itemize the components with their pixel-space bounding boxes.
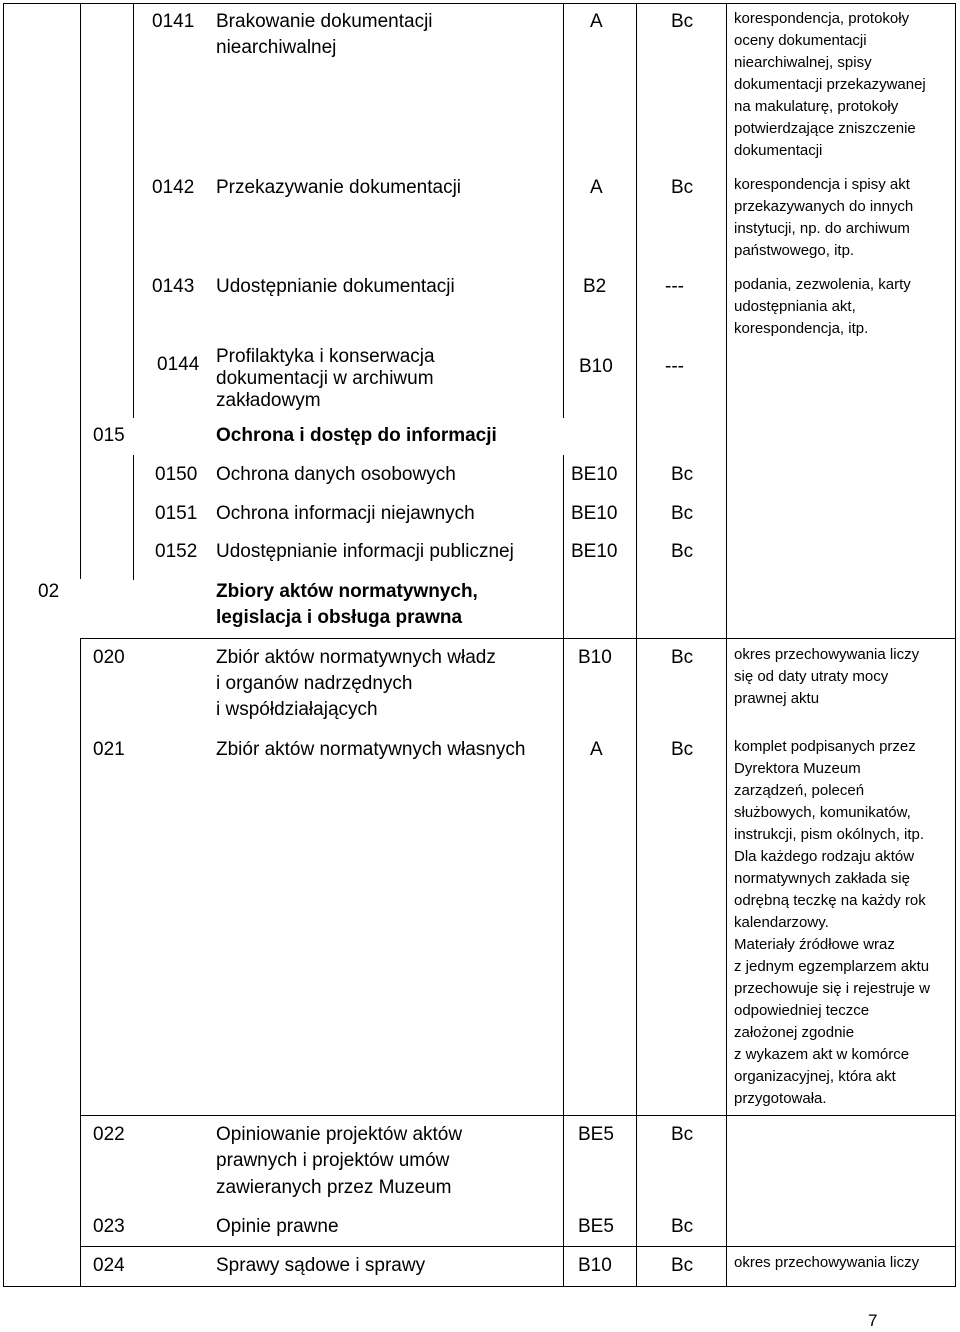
- note-line: się od daty utraty mocy: [734, 668, 889, 685]
- category: A: [590, 739, 603, 760]
- row-code: 022: [93, 1124, 125, 1145]
- note-line: przygotowała.: [734, 1090, 827, 1107]
- row-code: 0142: [152, 177, 195, 198]
- note-line: kalendarzowy.: [734, 914, 829, 931]
- note-line: Dyrektora Muzeum: [734, 760, 861, 777]
- note-line: odrębną teczkę na każdy rok: [734, 892, 926, 909]
- category: BE5: [578, 1124, 614, 1145]
- category-secondary: Bc: [671, 1124, 694, 1145]
- column-rule: [80, 3, 81, 579]
- row-rule: [80, 1246, 956, 1247]
- note-line: okres przechowywania liczy: [734, 1254, 920, 1271]
- note-line: instrukcji, pism okólnych, itp.: [734, 826, 925, 843]
- row-title: Zbiór aktów normatywnych władz: [216, 647, 496, 668]
- row-title: zawieranych przez Muzeum: [216, 1177, 452, 1198]
- category-secondary: Bc: [671, 739, 694, 760]
- column-rule: [133, 3, 134, 418]
- note-line: komplet podpisanych przez: [734, 738, 916, 755]
- row-title: Profilaktyka i konserwacja: [216, 346, 435, 367]
- category: A: [590, 177, 603, 198]
- row-title: zakładowym: [216, 390, 321, 411]
- row-title: dokumentacji w archiwum: [216, 368, 434, 389]
- note-line: dokumentacji przekazywanej: [734, 76, 926, 93]
- table-border-top: [3, 3, 956, 4]
- category-secondary: ---: [665, 276, 684, 297]
- category: B10: [578, 647, 612, 668]
- category: B10: [579, 356, 613, 377]
- note-line: zarządzeń, poleceń: [734, 782, 865, 799]
- note-line: odpowiedniej teczce: [734, 1002, 870, 1019]
- section-code: 015: [93, 425, 125, 446]
- category-secondary: Bc: [671, 647, 694, 668]
- row-title: Ochrona informacji niejawnych: [216, 503, 475, 524]
- section-title: Zbiory aktów normatywnych,: [216, 581, 478, 602]
- category: BE10: [571, 464, 618, 485]
- note-line: z jednym egzemplarzem aktu: [734, 958, 930, 975]
- row-code: 0150: [155, 464, 198, 485]
- category: BE10: [571, 503, 618, 524]
- category: B10: [578, 1255, 612, 1276]
- row-code: 0151: [155, 503, 198, 524]
- note-line: dokumentacji: [734, 142, 823, 159]
- note-line: organizacyjnej, która akt: [734, 1068, 896, 1085]
- table-border-bottom: [3, 1286, 956, 1287]
- category: B2: [583, 276, 607, 297]
- category-secondary: Bc: [671, 11, 694, 32]
- row-code: 0143: [152, 276, 195, 297]
- category-secondary: Bc: [671, 541, 694, 562]
- category-secondary: Bc: [671, 1216, 694, 1237]
- category: BE10: [571, 541, 618, 562]
- row-code: 024: [93, 1255, 125, 1276]
- note-line: prawnej aktu: [734, 690, 820, 707]
- note-line: instytucji, np. do archiwum: [734, 220, 910, 237]
- note-line: Materiały źródłowe wraz: [734, 936, 895, 953]
- row-title: Przekazywanie dokumentacji: [216, 177, 462, 198]
- note-line: z wykazem akt w komórce: [734, 1046, 910, 1063]
- note-line: na makulaturę, protokoły: [734, 98, 899, 115]
- column-rule: [563, 3, 564, 418]
- note-line: przechowuje się i rejestruje w: [734, 980, 930, 997]
- category-secondary: ---: [665, 356, 684, 377]
- column-rule: [80, 638, 81, 1287]
- category-secondary: Bc: [671, 503, 694, 524]
- note-line: korespondencja, protokoły: [734, 10, 910, 27]
- note-line: podania, zezwolenia, karty: [734, 276, 911, 293]
- row-code: 020: [93, 647, 125, 668]
- section-title: Ochrona i dostęp do informacji: [216, 425, 497, 446]
- note-line: państwowego, itp.: [734, 242, 855, 259]
- row-title: Brakowanie dokumentacji: [216, 11, 433, 32]
- row-code: 021: [93, 739, 125, 760]
- row-rule: [80, 638, 956, 639]
- row-title: Opiniowanie projektów aktów: [216, 1124, 463, 1145]
- row-code: 023: [93, 1216, 125, 1237]
- table-border-left: [3, 3, 4, 1287]
- column-rule: [133, 455, 134, 580]
- row-rule: [80, 1115, 956, 1116]
- note-line: przekazywanych do innych: [734, 198, 914, 215]
- column-rule: [563, 455, 564, 1287]
- note-line: normatywnych zakłada się: [734, 870, 910, 887]
- category: A: [590, 11, 603, 32]
- note-line: oceny dokumentacji: [734, 32, 867, 49]
- note-line: korespondencja, itp.: [734, 320, 869, 337]
- page-number: 7: [868, 1311, 878, 1330]
- table-border-right: [955, 3, 956, 1287]
- section-code: 02: [38, 581, 60, 602]
- note-line: niearchiwalnej, spisy: [734, 54, 872, 71]
- column-rule: [636, 3, 637, 1287]
- section-title: legislacja i obsługa prawna: [216, 607, 463, 628]
- row-title: Udostępnianie informacji publicznej: [216, 541, 514, 562]
- note-line: korespondencja i spisy akt: [734, 176, 910, 193]
- row-title: Ochrona danych osobowych: [216, 464, 456, 485]
- row-title: niearchiwalnej: [216, 37, 337, 58]
- row-title: i współdziałających: [216, 699, 378, 720]
- column-rule: [726, 3, 727, 1287]
- note-line: udostępniania akt,: [734, 298, 856, 315]
- category: BE5: [578, 1216, 614, 1237]
- row-title: Sprawy sądowe i sprawy: [216, 1255, 426, 1276]
- note-line: Dla każdego rodzaju aktów: [734, 848, 915, 865]
- note-line: potwierdzające zniszczenie: [734, 120, 916, 137]
- row-code: 0152: [155, 541, 198, 562]
- row-title: Udostępnianie dokumentacji: [216, 276, 455, 297]
- category-secondary: Bc: [671, 177, 694, 198]
- row-title: prawnych i projektów umów: [216, 1150, 450, 1171]
- row-code: 0141: [152, 11, 195, 32]
- note-line: służbowych, komunikatów,: [734, 804, 911, 821]
- row-title: Opinie prawne: [216, 1216, 339, 1237]
- row-code: 0144: [157, 354, 200, 375]
- category-secondary: Bc: [671, 1255, 694, 1276]
- note-line: założonej zgodnie: [734, 1024, 855, 1041]
- row-title: Zbiór aktów normatywnych własnych: [216, 739, 526, 760]
- row-title: i organów nadrzędnych: [216, 673, 413, 694]
- note-line: okres przechowywania liczy: [734, 646, 920, 663]
- category-secondary: Bc: [671, 464, 694, 485]
